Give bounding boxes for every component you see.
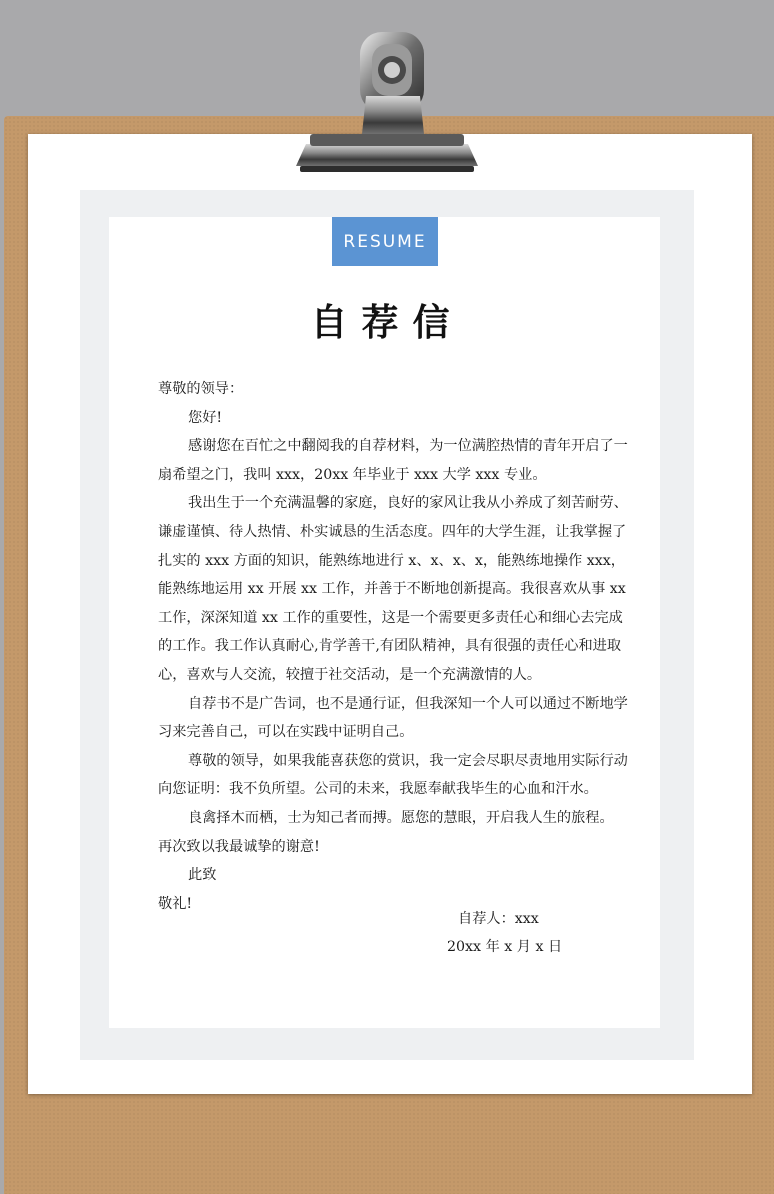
binder-clip-icon [296,26,478,176]
resume-badge: RESUME [332,217,438,266]
closing-line-2: 敬礼! [158,895,193,912]
greeting: 您好! [188,409,223,426]
letter-paragraph: 感谢您在百忙之中翻阅我的自荐材料，为一位满腔热情的青年开启了一扇希望之门，我叫 xxx，20xx 年毕业于 xxx 大学 xxx 专业。 [158,438,628,483]
letter-body [158,375,628,918]
letter-paragraph: 我出生于一个充满温馨的家庭，良好的家风让我从小养成了刻苦耐劳、谦虚谨慎、待人热情、朴实诚恳的生活态度。四年的大学生涯，让我掌握了扎实的 xxx 方面的知识，能熟练地进行 x、x、x、x，能熟练地操作 xxx，能熟练地运用 xx 开展 xx 工作，并善于不断地创新提高。我很喜欢从事 xx 工作，深深知道 xx 工作的重要性，这是一个需要更多责任心和细心去完成的工作。我工作认真耐心,肯学善干,有团队精神，具有很强的责任心和进取心，喜欢与人交流，较擅于社交活动，是一个充满激情的人。 [158,495,628,683]
thanks-line: 再次致以我最诚挚的谢意! [158,838,320,855]
letter-paragraph: 尊敬的领导，如果我能喜获您的赏识，我一定会尽职尽责地用实际行动向您证明：我不负所望。公司的未来，我愿奉献我毕生的心血和汗水。 [158,752,628,798]
closing-line-1: 此致 [188,867,217,884]
signer: 自荐人：xxx [458,911,539,927]
salutation: 尊敬的领导： [158,381,244,397]
letter-paragraph: 良禽择木而栖，士为知己者而搏。愿您的慧眼，开启我人生的旅程。 [188,809,614,826]
date: 20xx 年 x 月 x 日 [447,939,563,955]
letter-paragraph: 自荐书不是广告词，也不是通行证，但我深知一个人可以通过不断地学习来完善自己，可以在实践中证明自己。 [158,695,628,741]
page-title: 自荐信 [310,301,464,344]
